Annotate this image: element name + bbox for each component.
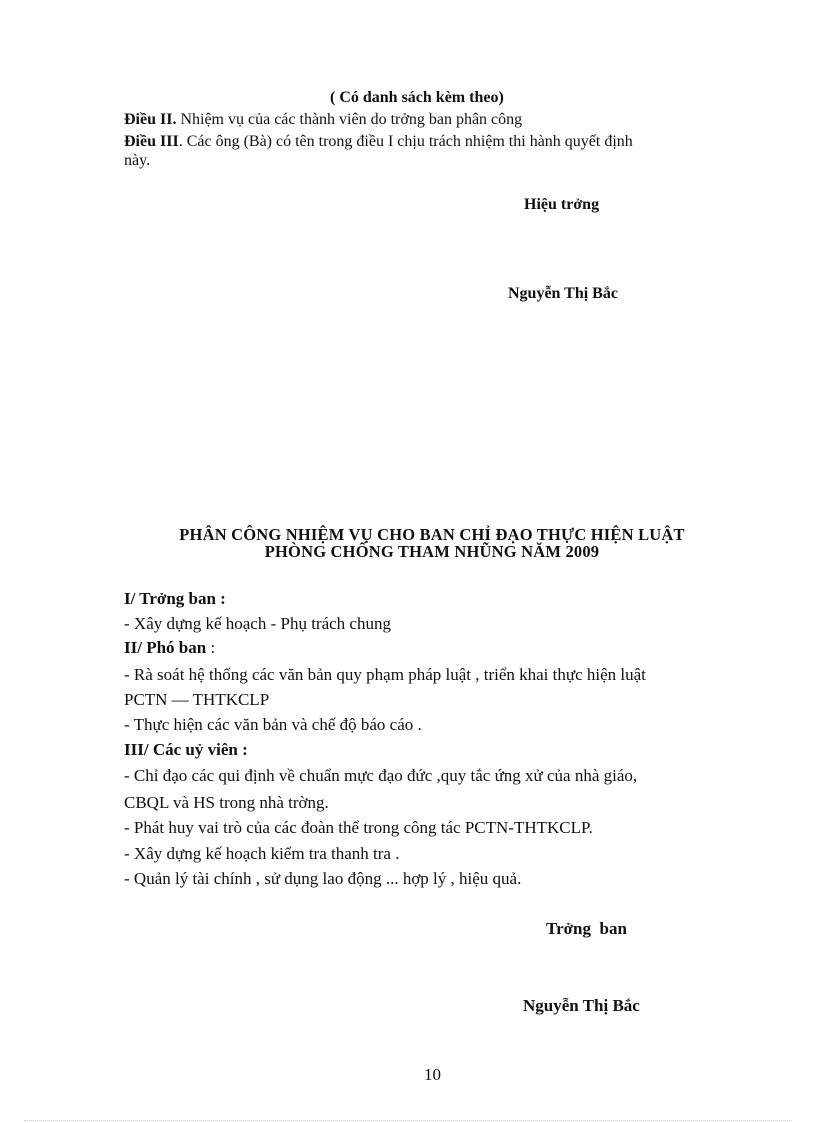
section-2-item: - Rà soát hệ thống các văn bản quy phạm pháp luật , triển khai thực hiện luật (124, 665, 646, 684)
head-title: Trởng ban (546, 919, 627, 938)
article-2-label: Điều II. (124, 111, 177, 128)
section-3-item: - Chỉ đạo các qui định về chuẩn mực đạo đức ,quy tắc ứng xử của nhà giáo, (124, 766, 638, 785)
section-3-item: CBQL và HS trong nhà trờng. (124, 793, 329, 812)
article-3-text: . Các ông (Bà) có tên trong điều I chịu trách nhiệm thi hành quyết định (178, 133, 633, 150)
assignment-title-line2: PHÒNG CHỐNG THAM NHŨNG NĂM 2009 (264, 542, 600, 561)
attachment-note: ( Có danh sách kèm theo) (330, 89, 504, 106)
section-2-heading (124, 638, 215, 658)
section-2-heading-label: II/ Phó ban (124, 638, 207, 657)
section-2-item: PCTN — THTKCLP (124, 690, 270, 709)
article-3 (124, 133, 633, 151)
page-number: 10 (424, 1065, 441, 1084)
section-1-heading: I/ Trởng ban : (124, 589, 226, 608)
principal-name: Nguyễn Thị Bắc (508, 285, 618, 302)
article-3-label: Điều III (124, 133, 179, 150)
section-3-heading: III/ Các uỷ viên : (124, 740, 248, 759)
article-2-text: Nhiệm vụ của các thành viên do trởng ban phân công (180, 111, 523, 128)
section-3-item: - Quản lý tài chính , sử dụng lao động ... hợp lý , hiệu quả. (124, 869, 522, 888)
section-2-heading-suffix: : (206, 638, 216, 657)
principal-title: Hiệu trởng (524, 196, 600, 213)
section-2-item: - Thực hiện các văn bản và chế độ báo cáo . (124, 715, 422, 734)
head-name: Nguyễn Thị Bắc (523, 996, 640, 1015)
assignment-title-line1: PHÂN CÔNG NHIỆM VỤ CHO BAN CHỈ ĐẠO THỰC HIỆN LUẬT (179, 525, 685, 544)
section-1-item: - Xây dựng kế hoạch - Phụ trách chung (124, 614, 391, 633)
page-bottom-divider (24, 1120, 792, 1121)
section-3-item: - Phát huy vai trò của các đoàn thể trong công tác PCTN-THTKCLP. (124, 818, 593, 837)
article-3-text-cont: này. (124, 152, 151, 169)
article-2 (124, 111, 522, 129)
section-3-item: - Xây dựng kế hoạch kiểm tra thanh tra . (124, 844, 400, 863)
